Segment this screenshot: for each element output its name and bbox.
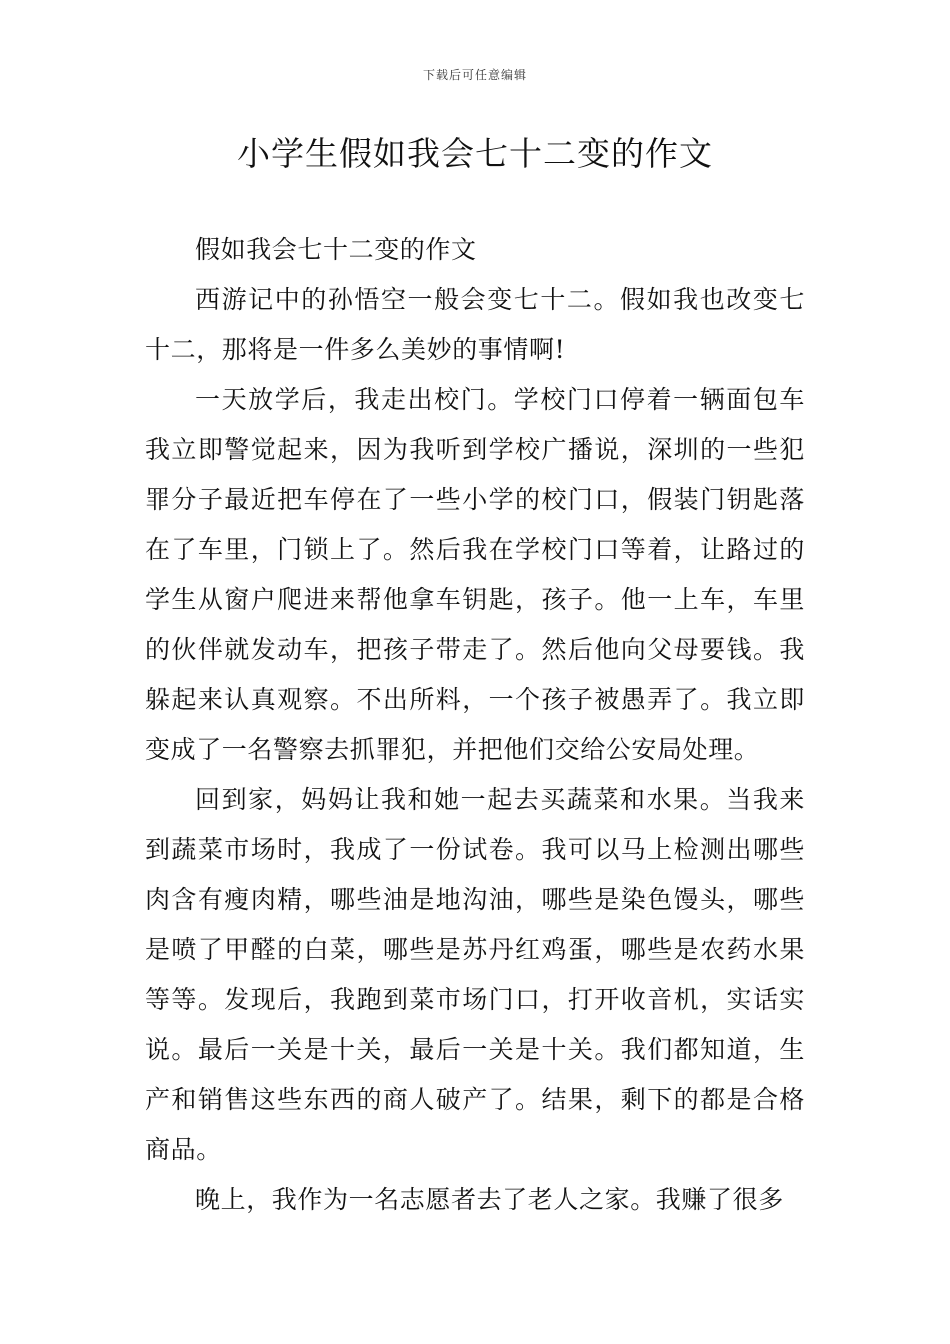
- document-body: [145, 225, 805, 1225]
- paragraph: 回到家，妈妈让我和她一起去买蔬菜和水果。当我来到蔬菜市场时，我成了一份试卷。我可以马上检测出哪些肉含有瘦肉精，哪些油是地沟油，哪些是染色馒头，哪些是喷了甲醛的白菜，哪些是苏丹红鸡蛋，哪些是农药水果等等。发现后，我跑到菜市场门口，打开收音机，实话实说。最后一关是十关，最后一关是十关。我们都知道，生产和销售这些东西的商人破产了。结果，剩下的都是合格商品。: [145, 785, 805, 1164]
- paragraph: 西游记中的孙悟空一般会变七十二。假如我也改变七十二，那将是一件多么美妙的事情啊!: [145, 285, 805, 364]
- paragraph: 晚上，我作为一名志愿者去了老人之家。我赚了很多: [195, 1185, 784, 1214]
- paragraph-subtitle: 假如我会七十二变的作文: [195, 235, 477, 264]
- header-note: 下载后可任意编辑: [422, 68, 527, 82]
- page-title: 小学生假如我会七十二变的作文: [237, 134, 713, 173]
- paragraph: 一天放学后，我走出校门。学校门口停着一辆面包车我立即警觉起来，因为我听到学校广播说，深圳的一些犯罪分子最近把车停在了一些小学的校门口，假装门钥匙落在了车里，门锁上了。然后我在学校门口等着，让路过的学生从窗户爬进来帮他拿车钥匙，孩子。他一上车，车里的伙伴就发动车，把孩子带走了。然后他向父母要钱。我躲起来认真观察。不出所料，一个孩子被愚弄了。我立即变成了一名警察去抓罪犯，并把他们交给公安局处理。: [145, 385, 805, 764]
